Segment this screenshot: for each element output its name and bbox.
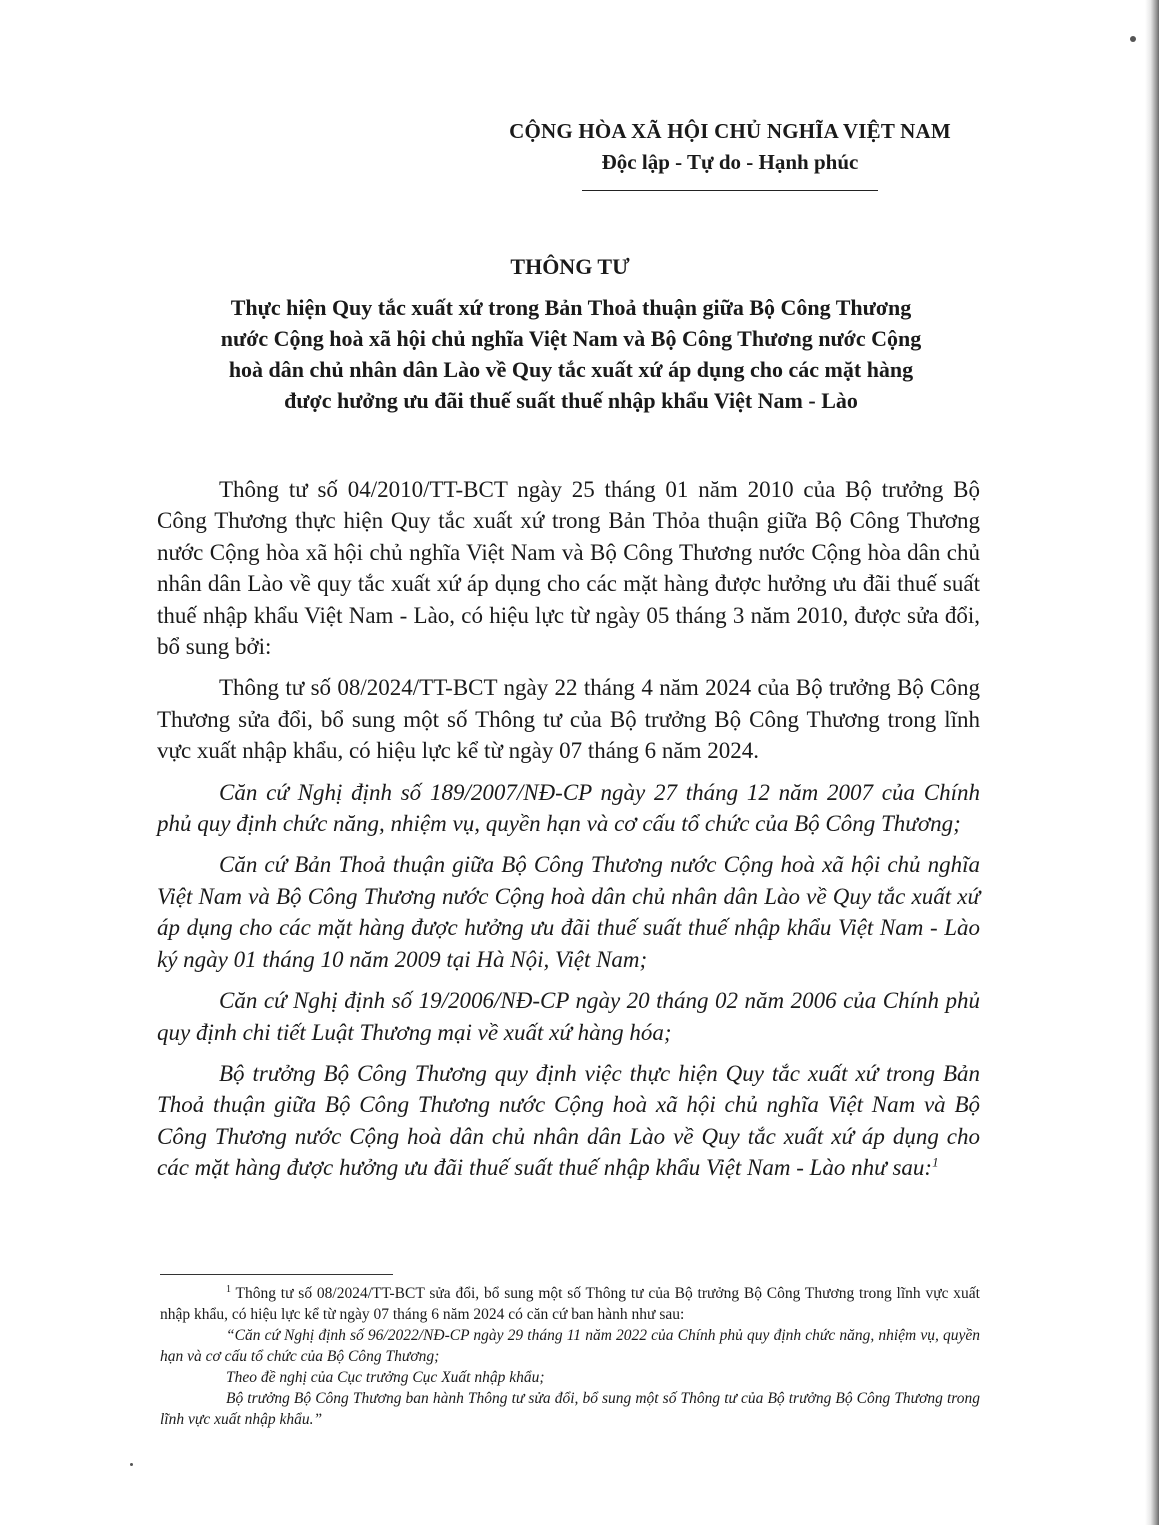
enacting-paragraph <box>157 1058 980 1184</box>
country-name: CỘNG HÒA XÃ HỘI CHỦ NGHĨA VIỆT NAM <box>509 119 951 143</box>
document-subtitle <box>162 292 980 416</box>
document-body <box>157 474 980 1194</box>
enacting-text: Bộ trưởng Bộ Công Thương quy định việc thực hiện Quy tắc xuất xứ trong Bản Thoả thuận giữa Bộ Công Thương nước Cộng hoà xã hội chủ nghĩa Việt Nam và Bộ Công Thương nước Cộng hoà dân chủ nhân dân Lào về Quy tắc xuất xứ áp dụng cho các mặt hàng được hưởng ưu đãi thuế suất thuế nhập khẩu Việt Nam - Lào như sau: <box>157 1060 980 1181</box>
national-motto: Độc lập - Tự do - Hạnh phúc <box>601 150 859 174</box>
subtitle-line: hoà dân chủ nhân dân Lào về Quy tắc xuất xứ áp dụng cho các mặt hàng <box>228 357 914 382</box>
subtitle-line: được hưởng ưu đãi thuế suất thuế nhập khẩu Việt Nam - Lào <box>284 388 858 413</box>
scan-speck <box>130 1463 133 1466</box>
footnote-intro <box>160 1283 980 1325</box>
footnote-quote: Bộ trưởng Bộ Công Thương ban hành Thông tư sửa đổi, bổ sung một số Thông tư của Bộ trưởng Bộ Công Thương trong lĩnh vực xuất nhập khẩu.” <box>160 1390 980 1428</box>
footnote-reference[interactable]: 1 <box>932 1154 939 1170</box>
body-paragraph: Thông tư số 08/2024/TT-BCT ngày 22 tháng 4 năm 2024 của Bộ trưởng Bộ Công Thương sửa đổi, bổ sung một số Thông tư của Bộ trưởng Bộ Công Thương trong lĩnh vực xuất nhập khẩu, có hiệu lực kể từ ngày 07 tháng 6 năm 2024. <box>157 675 980 764</box>
body-paragraph: Thông tư số 04/2010/TT-BCT ngày 25 tháng 01 năm 2010 của Bộ trưởng Bộ Công Thương thực hiện Quy tắc xuất xứ trong Bản Thỏa thuận giữa Bộ Công Thương nước Cộng hòa xã hội chủ nghĩa Việt Nam và Bộ Công Thương nước Cộng hòa dân chủ nhân dân Lào về quy tắc xuất xứ áp dụng cho các mặt hàng được hưởng ưu đãi thuế suất thuế nhập khẩu Việt Nam - Lào, có hiệu lực từ ngày 05 tháng 3 năm 2010, được sửa đổi, bổ sung bởi: <box>157 477 980 660</box>
subtitle-line: Thực hiện Quy tắc xuất xứ trong Bản Thoả thuận giữa Bộ Công Thương <box>230 295 912 320</box>
legal-basis-paragraph: Căn cứ Bản Thoả thuận giữa Bộ Công Thương nước Cộng hoà xã hội chủ nghĩa Việt Nam và Bộ Công Thương nước Cộng hoà dân chủ nhân dân Lào về Quy tắc xuất xứ áp dụng cho các mặt hàng được hưởng ưu đãi thuế suất thuế nhập khẩu Việt Nam - Lào ký ngày 01 tháng 10 năm 2009 tại Hà Nội, Việt Nam; <box>157 852 980 972</box>
national-header <box>470 116 990 191</box>
scanned-page-edge <box>1145 0 1159 1525</box>
header-underline <box>582 190 878 191</box>
legal-basis-paragraph: Căn cứ Nghị định số 189/2007/NĐ-CP ngày 27 tháng 12 năm 2007 của Chính phủ quy định chức năng, nhiệm vụ, quyền hạn và cơ cấu tổ chức của Bộ Công Thương; <box>157 779 980 837</box>
footnote <box>160 1283 980 1430</box>
legal-basis-paragraph: Căn cứ Nghị định số 19/2006/NĐ-CP ngày 20 tháng 02 năm 2006 của Chính phủ quy định chi tiết Luật Thương mại về xuất xứ hàng hóa; <box>157 988 980 1045</box>
subtitle-line: nước Cộng hoà xã hội chủ nghĩa Việt Nam và Bộ Công Thương nước Cộng <box>220 326 922 351</box>
footnote-quote: “Căn cứ Nghị định số 96/2022/NĐ-CP ngày 29 tháng 11 năm 2022 của Chính phủ quy định chức năng, nhiệm vụ, quyền hạn và cơ cấu tổ chức của Bộ Công Thương; <box>160 1327 980 1365</box>
footnote-number: 1 <box>226 1283 231 1295</box>
footnote-separator <box>160 1274 393 1275</box>
document-title: THÔNG TƯ <box>510 254 630 279</box>
scan-speck <box>1130 36 1136 42</box>
footnote-intro-text: Thông tư số 08/2024/TT-BCT sửa đổi, bổ sung một số Thông tư của Bộ trưởng Bộ Công Thương trong lĩnh vực xuất nhập khẩu, có hiệu lực kể từ ngày 07 tháng 6 năm 2024 có căn cứ ban hành như sau: <box>160 1285 980 1323</box>
footnote-quote: Theo đề nghị của Cục trưởng Cục Xuất nhập khẩu; <box>226 1369 545 1386</box>
